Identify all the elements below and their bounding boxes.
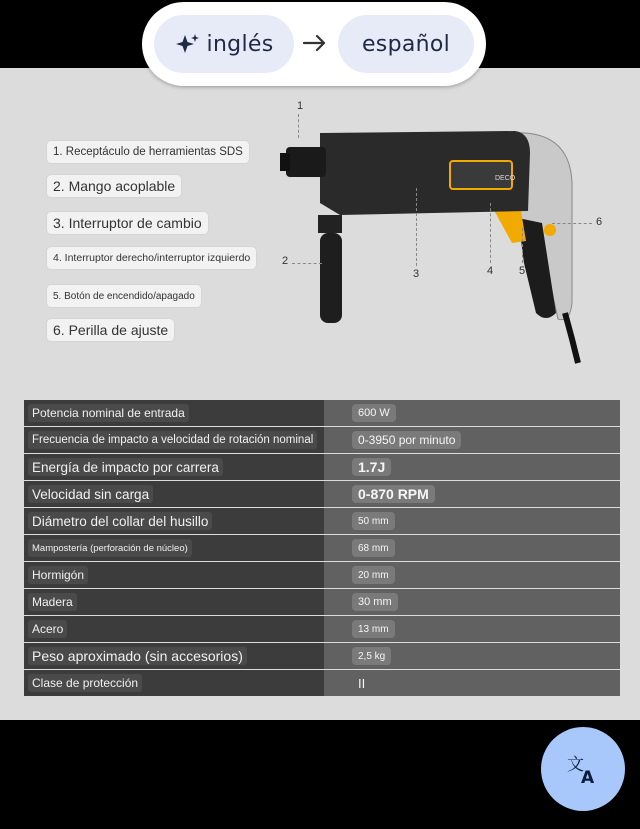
- sparkle-icon: [175, 32, 201, 56]
- spec-label: Hormigón: [28, 566, 88, 584]
- spec-row: [24, 481, 620, 507]
- spec-value: 0-870 RPM: [352, 485, 435, 503]
- spec-label: Diámetro del collar del husillo: [28, 512, 212, 530]
- spec-value: 0-3950 por minuto: [352, 431, 461, 449]
- source-language-label: inglés: [206, 31, 274, 57]
- spec-row: [24, 508, 620, 534]
- feature-label: 2. Mango acoplable: [47, 175, 181, 197]
- source-language-chip[interactable]: [154, 15, 294, 73]
- callout-number: 4: [487, 265, 494, 277]
- callout-number: 5: [519, 265, 526, 277]
- spec-row: [24, 616, 620, 642]
- feature-label: 4. Interruptor derecho/interruptor izquierdo: [47, 247, 256, 269]
- svg-text:A: A: [581, 768, 595, 786]
- spec-value: 13 mm: [352, 620, 395, 638]
- spec-label: Acero: [28, 620, 67, 638]
- brand-label: DECO: [495, 175, 516, 182]
- spec-row: [24, 454, 620, 480]
- callout-number: 3: [413, 268, 420, 280]
- spec-label: Potencia nominal de entrada: [28, 404, 189, 422]
- callout-number: 1: [297, 100, 304, 112]
- spec-label: Velocidad sin carga: [28, 485, 153, 503]
- spec-row: [24, 589, 620, 615]
- svg-text:文: 文: [567, 755, 584, 775]
- spec-row: [24, 562, 620, 588]
- spec-value: 50 mm: [352, 512, 395, 530]
- spec-value: 68 mm: [352, 539, 395, 557]
- spec-label: Frecuencia de impacto a velocidad de rotación nominal: [28, 431, 317, 449]
- spec-label: Clase de protección: [28, 674, 142, 692]
- spec-row: [24, 427, 620, 453]
- spec-label: Madera: [28, 593, 77, 611]
- spec-row: [24, 400, 620, 426]
- callout-number: 6: [596, 216, 603, 228]
- feature-label: 3. Interruptor de cambio: [47, 212, 208, 234]
- arrow-right-icon: [300, 31, 330, 55]
- translated-image: [0, 68, 640, 720]
- translate-icon: [566, 752, 600, 786]
- translate-button[interactable]: [541, 727, 625, 811]
- spec-row: [24, 643, 620, 669]
- feature-label: 6. Perilla de ajuste: [47, 319, 174, 341]
- spec-value: 1.7J: [352, 458, 391, 476]
- spec-value: 2,5 kg: [352, 647, 391, 665]
- feature-label: 1. Receptáculo de herramientas SDS: [47, 141, 249, 163]
- target-language-chip[interactable]: [338, 15, 474, 73]
- spec-value: 20 mm: [352, 566, 395, 584]
- language-selector: [142, 2, 486, 86]
- spec-label: Energía de impacto por carrera: [28, 458, 223, 476]
- spec-value: II: [358, 675, 366, 691]
- feature-label: 5. Botón de encendido/apagado: [47, 285, 201, 307]
- spec-value: 30 mm: [352, 593, 398, 611]
- drill-illustration: [280, 123, 620, 373]
- spec-value: 600 W: [352, 404, 396, 422]
- spec-label: Peso aproximado (sin accesorios): [28, 647, 247, 665]
- callout-number: 2: [282, 255, 289, 267]
- spec-row: [24, 670, 620, 696]
- target-language-label: español: [361, 31, 451, 57]
- spec-row: [24, 535, 620, 561]
- spec-label: Mampostería (perforación de núcleo): [28, 539, 192, 557]
